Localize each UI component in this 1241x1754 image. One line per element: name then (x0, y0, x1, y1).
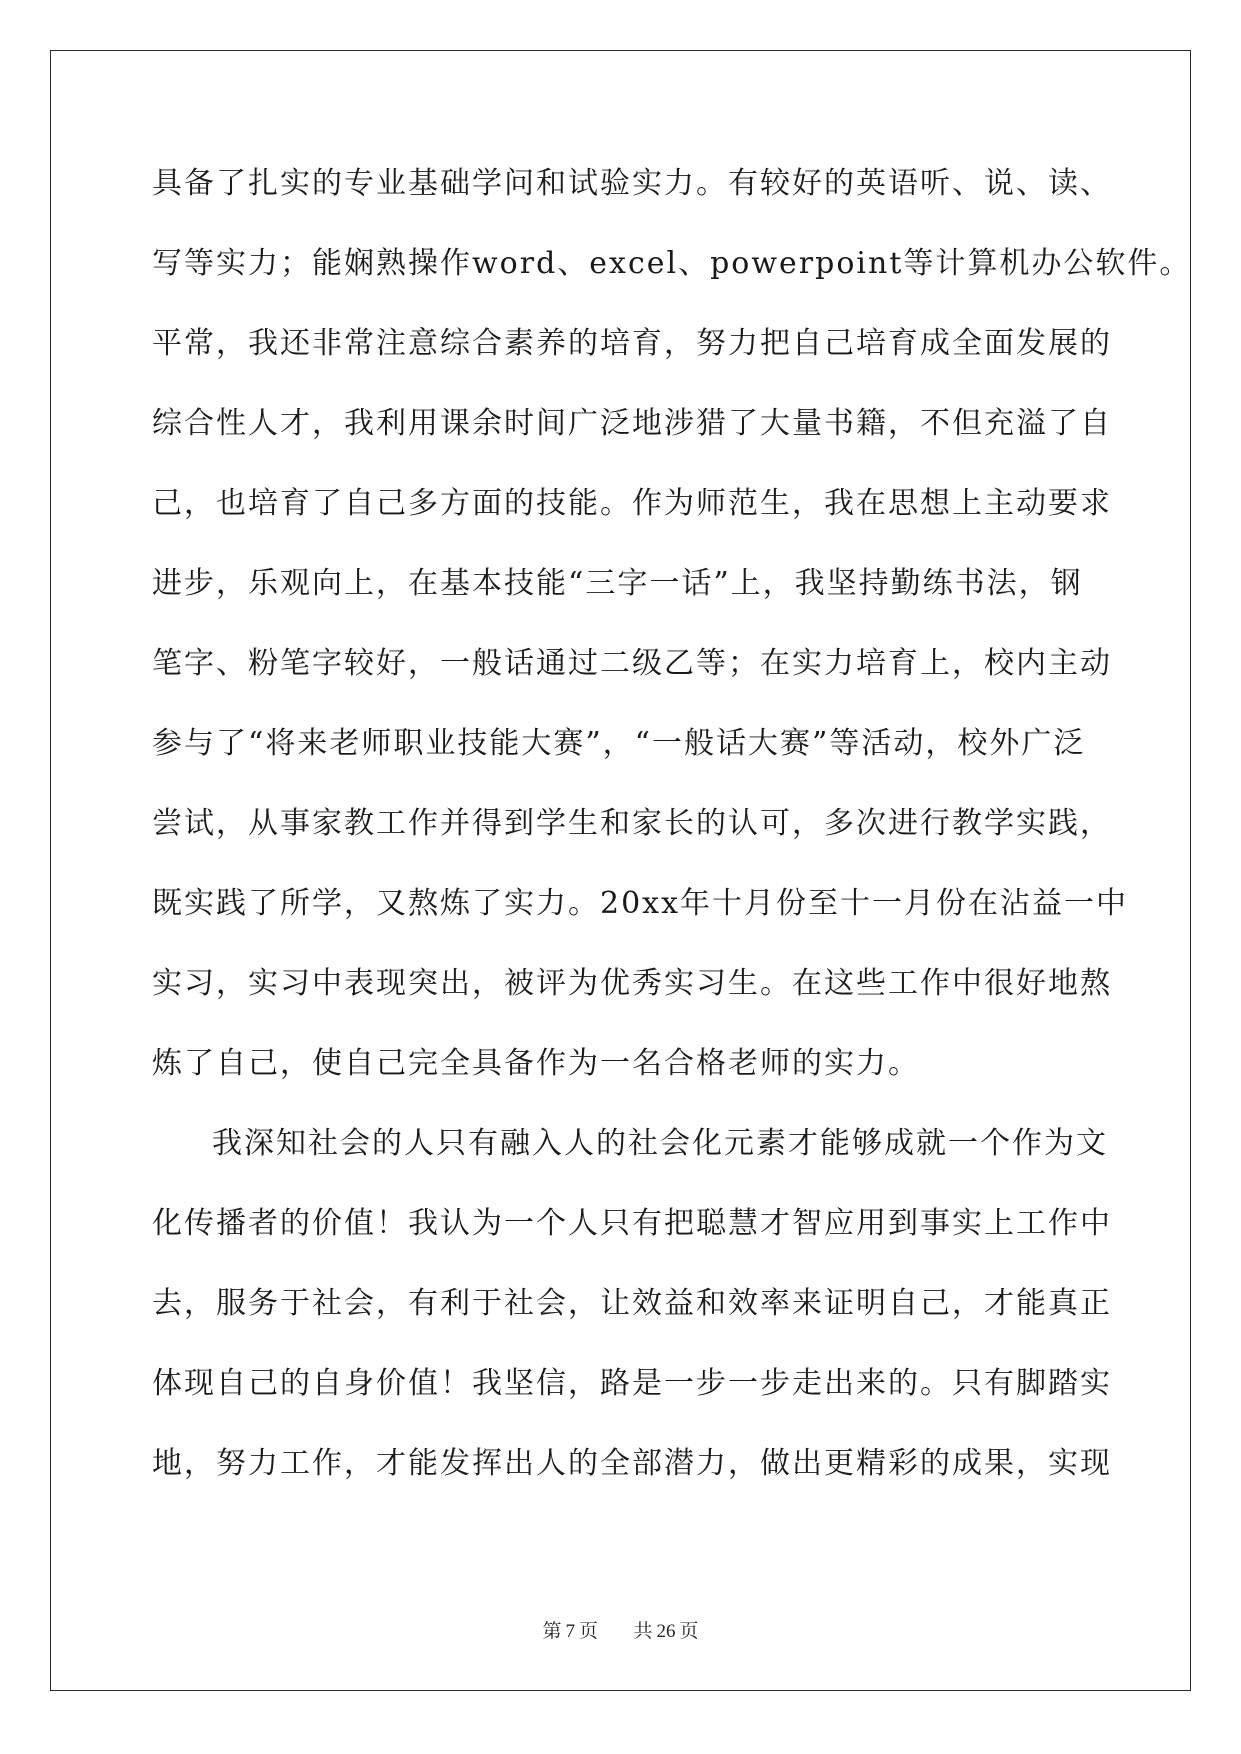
text-line-15: 去，服务于社会，有利于社会，让效益和效率来证明自己，才能真正 (152, 1286, 1112, 1321)
page-number: 7 (565, 1621, 575, 1642)
text-line-8: 参与了“将来老师职业技能大赛”，“一般话大赛”等活动，校外广泛 (152, 726, 1086, 761)
text-line-11: 实习，实习中表现突出，被评为优秀实习生。在这些工作中很好地熬 (152, 966, 1112, 1001)
text-line-17: 地，努力工作，才能发挥出人的全部潜力，做出更精彩的成果，实现 (152, 1446, 1112, 1481)
text-line-3: 平常，我还非常注意综合素养的培育，努力把自己培育成全面发展的 (152, 326, 1112, 361)
text-line-7: 笔字、粉笔字较好，一般话通过二级乙等；在实力培育上，校内主动 (152, 646, 1112, 681)
text-line-13: 我深知社会的人只有融入人的社会化元素才能够成就一个作为文 (212, 1126, 1108, 1161)
total-pages: 26 (656, 1621, 676, 1642)
text-line-14: 化传播者的价值！我认为一个人只有把聪慧才智应用到事实上工作中 (152, 1206, 1112, 1241)
text-line-12: 炼了自己，使自己完全具备作为一名合格老师的实力。 (152, 1046, 920, 1081)
text-line-2: 写等实力；能娴熟操作word、excel、powerpoint等计算机办公软件。 (152, 246, 1192, 281)
text-line-5: 己，也培育了自己多方面的技能。作为师范生，我在思想上主动要求 (152, 486, 1112, 521)
total-prefix: 共 (633, 1621, 653, 1642)
text-line-1: 具备了扎实的专业基础学问和试验实力。有较好的英语听、说、读、 (152, 166, 1112, 201)
text-line-16: 体现自己的自身价值！我坚信，路是一步一步走出来的。只有脚踏实 (152, 1366, 1112, 1401)
page-footer (0, 1616, 1241, 1643)
text-line-10: 既实践了所学，又熬炼了实力。20xx年十月份至十一月份在沾益一中 (152, 886, 1129, 921)
document-body (152, 160, 1192, 1520)
text-line-6: 进步，乐观向上，在基本技能“三字一话”上，我坚持勤练书法，钢 (152, 566, 1083, 601)
page-suffix: 页 (578, 1621, 598, 1642)
total-suffix: 页 (679, 1621, 699, 1642)
text-line-9: 尝试，从事家教工作并得到学生和家长的认可，多次进行教学实践， (152, 806, 1112, 841)
page-prefix: 第 (542, 1621, 562, 1642)
text-line-4: 综合性人才，我利用课余时间广泛地涉猎了大量书籍，不但充溢了自 (152, 406, 1112, 441)
